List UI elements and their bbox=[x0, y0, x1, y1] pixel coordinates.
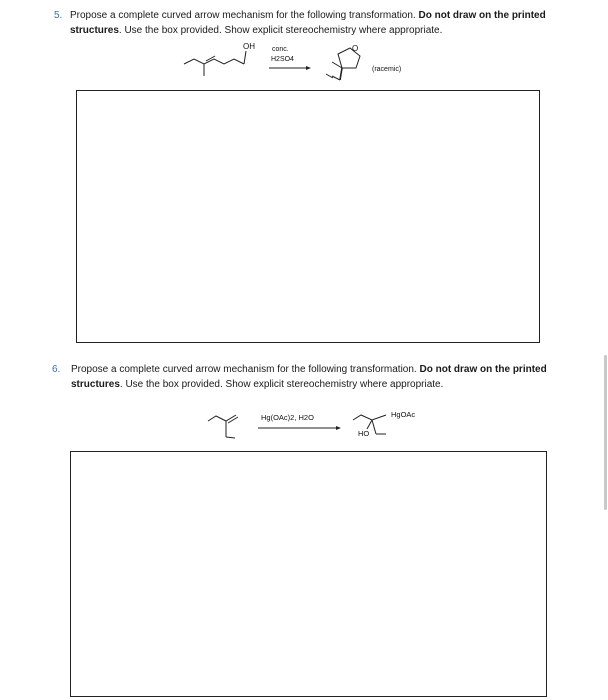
alkene-double-bond bbox=[228, 417, 238, 423]
question-5-text bbox=[70, 8, 575, 38]
reaction-scheme-6-drawing bbox=[196, 403, 456, 447]
product-branch bbox=[372, 420, 376, 434]
ho-label: HO bbox=[358, 429, 370, 438]
question-5-number: 5. bbox=[54, 10, 63, 21]
reaction-scheme-5 bbox=[180, 38, 440, 90]
reagent-conc: conc. bbox=[272, 46, 289, 53]
question-6-intro: Propose a complete curved arrow mechanism for the following transformation. bbox=[71, 364, 417, 375]
product-oh-bond bbox=[367, 420, 372, 429]
starting-alcohol-skeleton bbox=[184, 59, 244, 64]
answer-box-6[interactable] bbox=[70, 451, 547, 697]
hgoac-label: HgOAc bbox=[391, 410, 416, 419]
question-5-rest: . Use the box provided. Show explicit stereochemistry where appropriate. bbox=[118, 25, 443, 36]
reagent-h2so4: H2SO4 bbox=[271, 56, 294, 63]
question-5-intro: Propose a complete curved arrow mechanism for the following transformation. bbox=[70, 10, 416, 21]
racemic-label: (racemic) bbox=[372, 66, 402, 73]
question-5-bold-instruction: Do not draw on the printed structures bbox=[70, 10, 546, 36]
question-6-text bbox=[71, 362, 576, 392]
question-6-bold-instruction: Do not draw on the printed structures bbox=[71, 364, 547, 390]
product-skeleton bbox=[353, 415, 386, 420]
reagent-hg-oac: Hg(OAc)2, H2O bbox=[261, 413, 314, 422]
ring-oxygen-label: O bbox=[352, 44, 359, 53]
oh-label: OH bbox=[243, 42, 255, 51]
oh-bond bbox=[244, 51, 246, 64]
reaction-scheme-6 bbox=[196, 403, 456, 447]
reaction-scheme-5-drawing bbox=[180, 38, 440, 90]
question-6-rest: . Use the box provided. Show explicit stereochemistry where appropriate. bbox=[119, 379, 444, 390]
answer-box-5[interactable] bbox=[76, 90, 540, 343]
product-vinyl-bond bbox=[340, 68, 342, 80]
question-6-number: 6. bbox=[52, 364, 61, 375]
starting-alkene-skeleton bbox=[208, 415, 236, 421]
vertical-scrollbar[interactable] bbox=[604, 355, 607, 510]
